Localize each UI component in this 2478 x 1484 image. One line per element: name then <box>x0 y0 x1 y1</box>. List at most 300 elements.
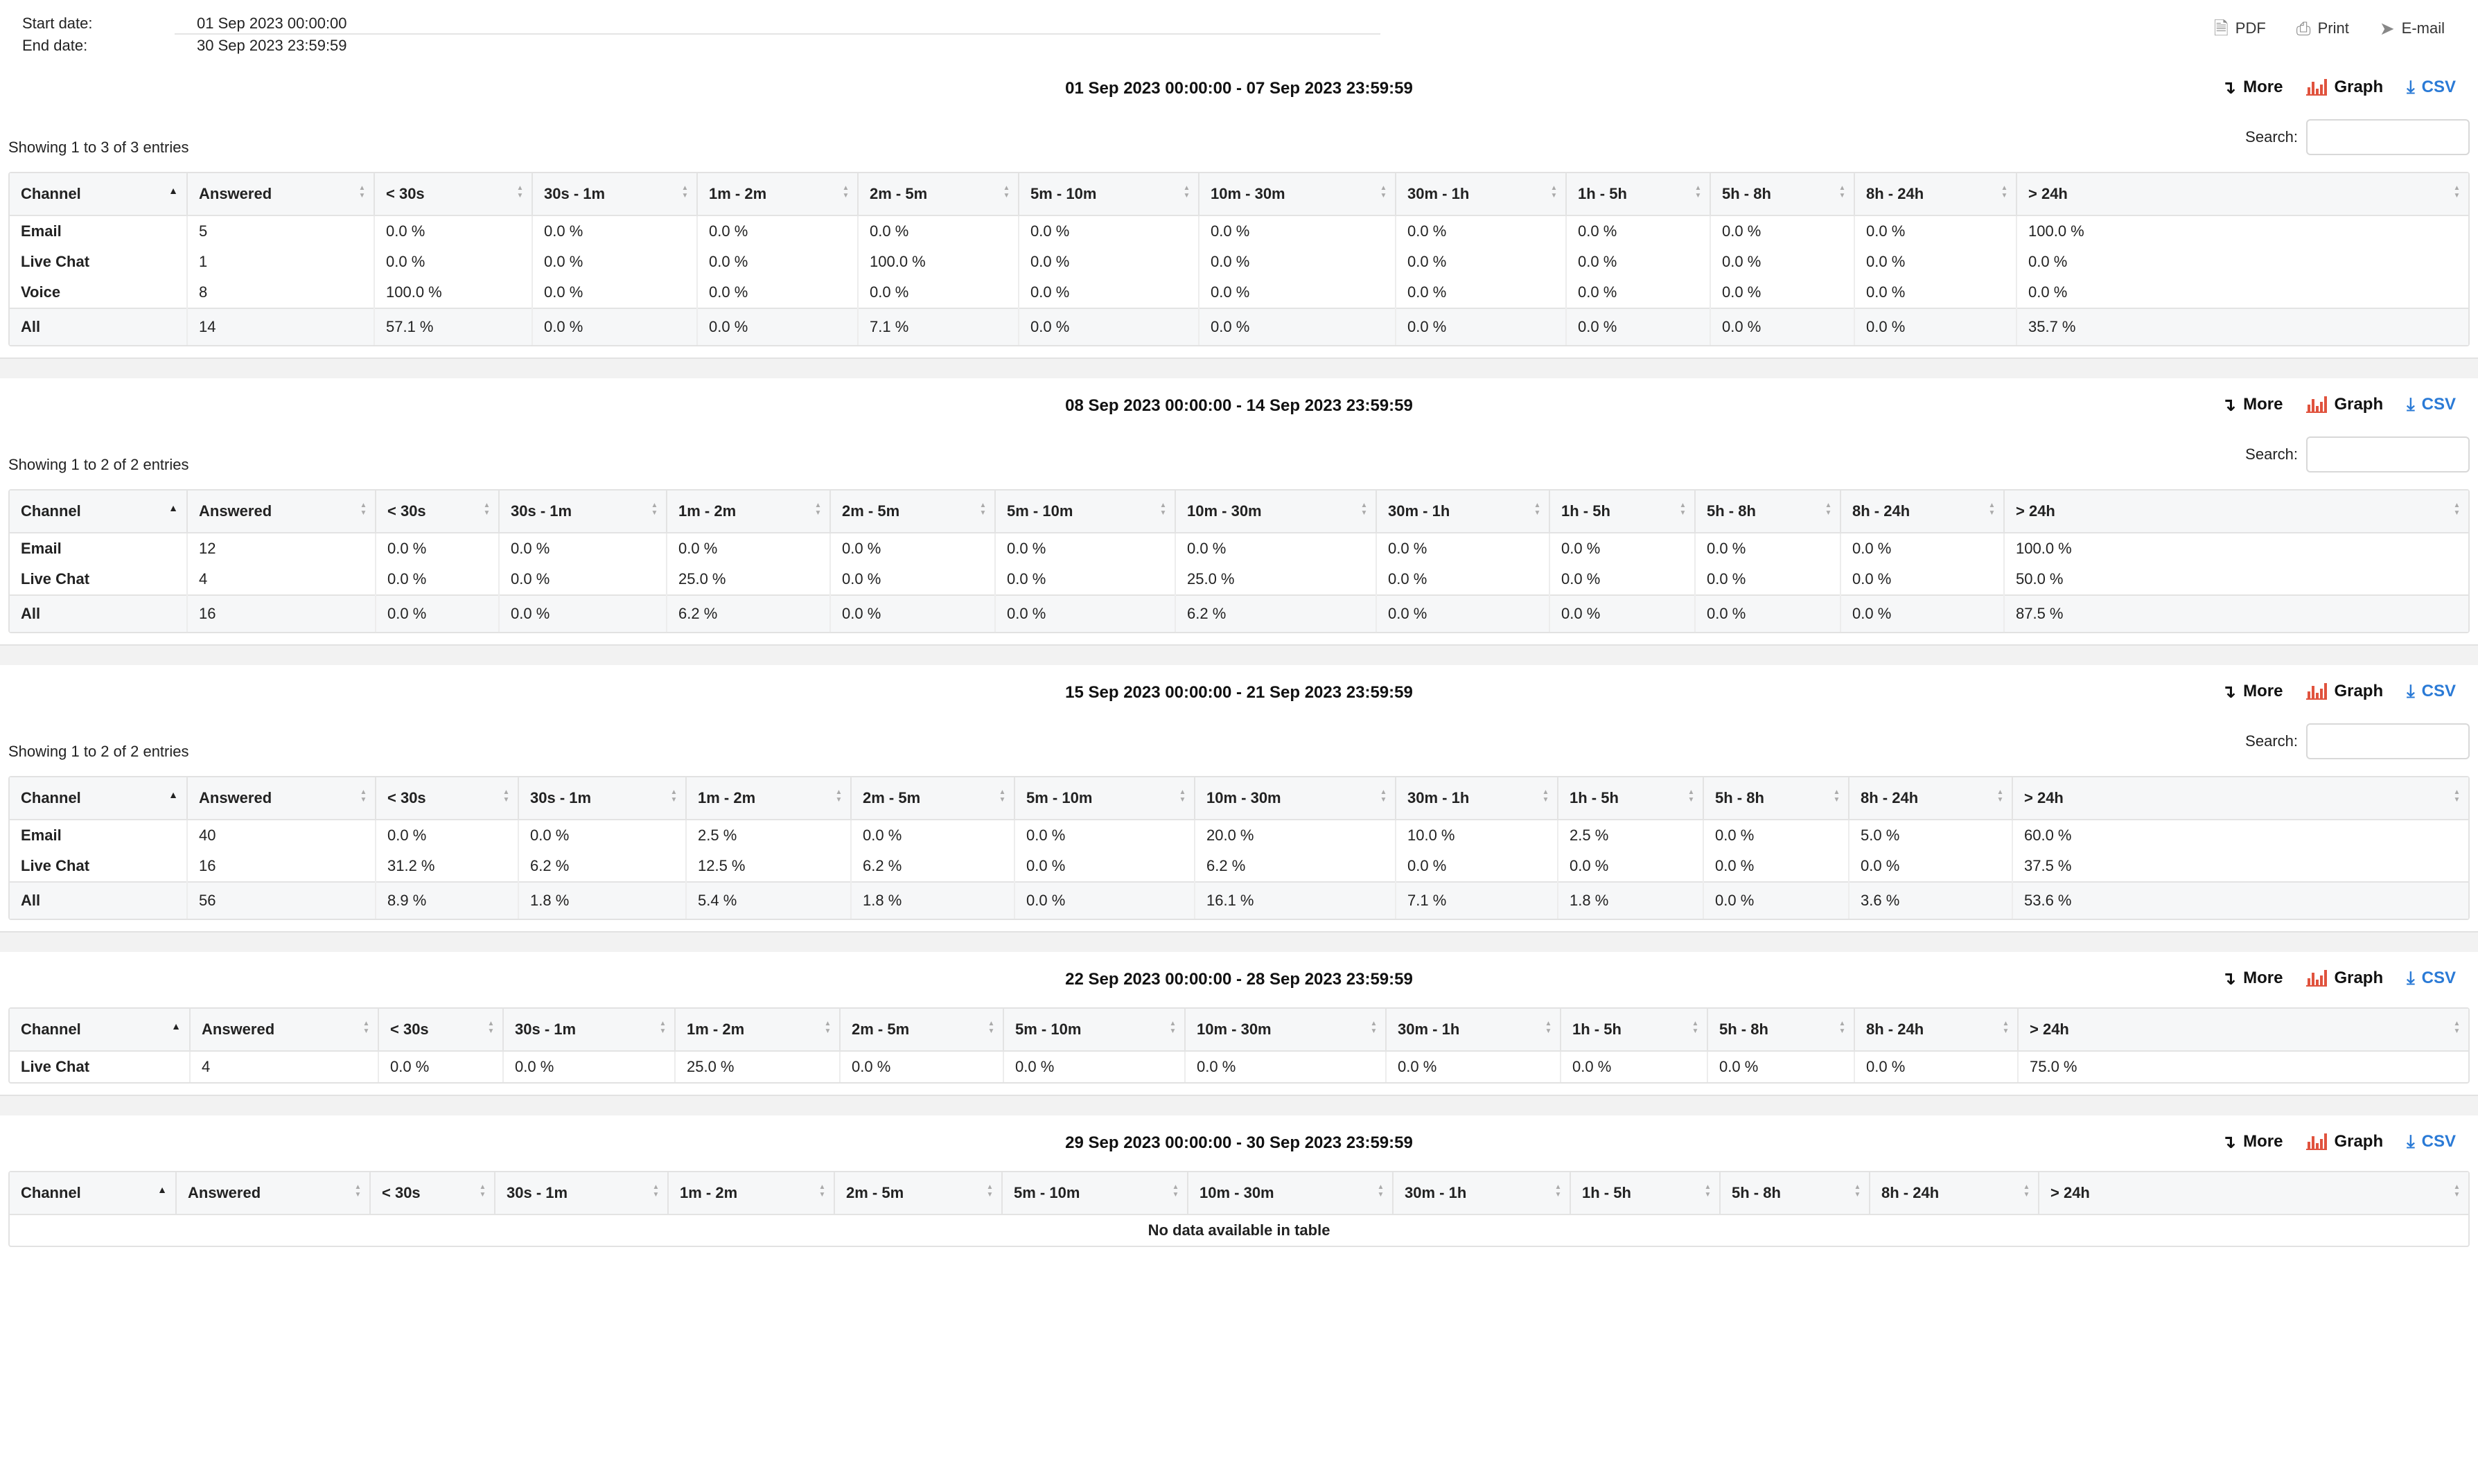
sort-icon: ▲▼ <box>2453 1020 2461 1035</box>
value-cell: 0.0 % <box>518 820 686 851</box>
column-header[interactable] <box>1002 1172 1188 1214</box>
column-header[interactable] <box>2012 777 2468 820</box>
more-arrow-icon: ↴ <box>2221 1131 2237 1152</box>
section-actions <box>2221 1131 2456 1153</box>
section-header <box>0 665 2478 721</box>
column-header[interactable] <box>10 777 187 820</box>
channel-cell: Voice <box>10 277 187 308</box>
value-cell: 0.0 % <box>851 820 1014 851</box>
column-header[interactable] <box>1570 1172 1720 1214</box>
value-cell: 0.0 % <box>1376 595 1549 632</box>
column-header-label: 5h - 8h <box>1722 185 1771 202</box>
csv-button[interactable] <box>2407 394 2456 416</box>
value-cell: 0.0 % <box>1019 215 1199 247</box>
column-header[interactable] <box>532 173 697 215</box>
sort-icon: ▲▼ <box>1691 1020 1699 1035</box>
value-cell: 0.0 % <box>532 277 697 308</box>
column-header[interactable] <box>1854 1009 2018 1051</box>
sort-icon: ▲▼ <box>1854 1183 1861 1199</box>
value-cell: 0.0 % <box>1703 882 1849 919</box>
value-cell: 0.0 % <box>1695 564 1840 595</box>
value-cell: 0.0 % <box>1549 595 1695 632</box>
column-header-label: 8h - 24h <box>1861 789 1919 806</box>
column-header-label: 5m - 10m <box>1007 502 1073 520</box>
search-box <box>2245 723 2470 759</box>
more-arrow-icon: ↴ <box>2221 680 2237 702</box>
sort-icon: ▲▼ <box>1838 1020 1846 1035</box>
sort-icon: ▲▼ <box>479 1183 486 1199</box>
graph-button[interactable] <box>2306 1131 2383 1153</box>
more-button[interactable] <box>2221 967 2283 989</box>
column-header[interactable] <box>1854 173 2016 215</box>
search-box <box>2245 436 2470 472</box>
column-header-label: 30s - 1m <box>544 185 606 202</box>
value-cell: 5 <box>187 215 374 247</box>
channel-cell: All <box>10 882 187 919</box>
sort-icon: ▲▼ <box>1169 1020 1177 1035</box>
column-header[interactable] <box>1396 173 1566 215</box>
total-row <box>10 595 2468 632</box>
graph-button[interactable] <box>2306 967 2383 989</box>
column-header-label: < 30s <box>387 502 426 520</box>
value-cell: 0.0 % <box>499 595 667 632</box>
column-header[interactable] <box>1558 777 1703 820</box>
section-actions <box>2221 76 2456 98</box>
section-actions <box>2221 967 2456 989</box>
column-header[interactable] <box>995 491 1175 533</box>
column-header-label: 2m - 5m <box>870 185 928 202</box>
value-cell: 0.0 % <box>1549 533 1695 564</box>
column-header-label: 5m - 10m <box>1014 1184 1080 1201</box>
value-cell: 6.2 % <box>851 851 1014 882</box>
graph-label: Graph <box>2334 969 2384 987</box>
sort-icon: ▲▼ <box>999 788 1006 804</box>
sort-icon: ▲▼ <box>1179 788 1186 804</box>
table-tools <box>0 721 2478 776</box>
graph-button[interactable] <box>2306 680 2383 703</box>
column-header-label: 10m - 30m <box>1200 1184 1274 1201</box>
value-cell: 0.0 % <box>667 533 830 564</box>
sort-icon: ▲▼ <box>2023 1183 2030 1199</box>
graph-button[interactable] <box>2306 76 2383 98</box>
value-cell: 16 <box>187 851 376 882</box>
column-header-label: Channel <box>21 1184 81 1201</box>
sort-icon: ▲▼ <box>659 1020 667 1035</box>
value-cell: 25.0 % <box>675 1051 840 1082</box>
column-header-label: 1m - 2m <box>687 1021 745 1038</box>
column-header-label: 10m - 30m <box>1197 1021 1272 1038</box>
column-header[interactable] <box>1386 1009 1561 1051</box>
date-divider <box>175 33 1380 35</box>
column-header-label: 8h - 24h <box>1881 1184 1940 1201</box>
table-tools <box>0 116 2478 172</box>
value-cell: 0.0 % <box>1376 564 1549 595</box>
bar-chart-icon <box>2306 970 2327 987</box>
column-header-label: 8h - 24h <box>1852 502 1910 520</box>
data-table-wrapper <box>8 1007 2470 1084</box>
value-cell: 56 <box>187 882 376 919</box>
total-row <box>10 882 2468 919</box>
graph-button[interactable] <box>2306 394 2383 416</box>
sort-icon: ▲▼ <box>1172 1183 1179 1199</box>
value-cell: 0.0 % <box>1019 308 1199 345</box>
start-date-label: Start date: <box>22 15 93 32</box>
sort-icon: ▲▼ <box>2453 1183 2461 1199</box>
column-header-label: 1m - 2m <box>680 1184 738 1201</box>
sort-icon: ▲▼ <box>2453 502 2461 517</box>
column-header[interactable] <box>1396 777 1558 820</box>
column-header[interactable] <box>1870 1172 2039 1214</box>
column-header-label: 8h - 24h <box>1866 185 1924 202</box>
sort-icon: ▲▼ <box>2002 1020 2010 1035</box>
entries-info: Showing 1 to 3 of 3 entries <box>8 139 189 156</box>
csv-button[interactable] <box>2407 76 2456 98</box>
more-button[interactable] <box>2221 680 2283 703</box>
value-cell: 0.0 % <box>2028 253 2068 270</box>
column-header[interactable] <box>518 777 686 820</box>
section-separator <box>0 931 2478 952</box>
sort-icon: ▲▼ <box>1183 184 1190 200</box>
value-cell: 4 <box>187 564 376 595</box>
column-header[interactable] <box>10 173 187 215</box>
column-header[interactable] <box>2016 173 2468 215</box>
column-header-label: Answered <box>188 1184 261 1201</box>
value-cell: 25.0 % <box>1175 564 1376 595</box>
column-header[interactable] <box>1695 491 1840 533</box>
table-row <box>10 277 2468 308</box>
column-header[interactable] <box>830 491 995 533</box>
sort-icon: ▲▼ <box>1370 1020 1378 1035</box>
sort-icon: ▲▼ <box>1996 788 2004 804</box>
sort-icon: ▲▼ <box>979 502 987 517</box>
column-header[interactable] <box>10 1009 190 1051</box>
header-row <box>10 491 2468 533</box>
column-header[interactable] <box>374 173 532 215</box>
column-header[interactable] <box>1703 777 1849 820</box>
section-actions <box>2221 680 2456 703</box>
column-header[interactable] <box>668 1172 834 1214</box>
column-header[interactable] <box>2018 1009 2468 1051</box>
bar-chart-icon <box>2306 396 2327 413</box>
table-tools <box>0 434 2478 489</box>
column-header-label: 30s - 1m <box>515 1021 577 1038</box>
sort-icon: ▲▼ <box>360 788 367 804</box>
channel-cell: Email <box>10 533 187 564</box>
value-cell: 37.5 % <box>2024 857 2072 874</box>
table-row <box>10 1214 2468 1246</box>
column-header[interactable] <box>1199 173 1396 215</box>
column-header[interactable] <box>686 777 851 820</box>
value-cell: 87.5 % <box>2004 595 2468 632</box>
sort-icon: ▲▼ <box>1554 1183 1562 1199</box>
pdf-label: PDF <box>2235 19 2266 37</box>
channel-cell: All <box>10 308 187 345</box>
download-icon: ⤓ <box>2407 76 2415 97</box>
value-cell: 16.1 % <box>1195 882 1396 919</box>
column-header[interactable] <box>834 1172 1002 1214</box>
column-header[interactable] <box>1566 173 1710 215</box>
column-header[interactable] <box>1175 491 1376 533</box>
graph-label: Graph <box>2334 78 2384 96</box>
value-cell: 0.0 % <box>1707 1051 1854 1082</box>
no-data-message: No data available in table <box>1148 1221 1330 1239</box>
column-header[interactable] <box>370 1172 495 1214</box>
column-header[interactable] <box>2004 491 2468 533</box>
column-header-label: < 30s <box>382 1184 421 1201</box>
value-cell: 0.0 % <box>697 215 858 247</box>
sort-asc-icon: ▲ <box>168 502 178 513</box>
column-header[interactable] <box>376 491 499 533</box>
sort-icon: ▲▼ <box>1679 502 1687 517</box>
value-cell: 0.0 % <box>532 215 697 247</box>
value-cell: 40 <box>187 820 376 851</box>
csv-button[interactable] <box>2407 1131 2456 1153</box>
value-cell: 35.7 % <box>2016 308 2468 345</box>
column-header[interactable] <box>1188 1172 1393 1214</box>
column-header[interactable] <box>1561 1009 1707 1051</box>
table-body <box>10 1051 2468 1082</box>
sort-asc-icon: ▲ <box>168 185 178 196</box>
table-body <box>10 533 2468 632</box>
column-header[interactable] <box>187 491 376 533</box>
value-cell: 0.0 % <box>1199 277 1396 308</box>
column-header[interactable] <box>1003 1009 1185 1051</box>
value-cell: 1.8 % <box>518 882 686 919</box>
value-cell: 0.0 % <box>1549 564 1695 595</box>
end-date-value: 30 Sep 2023 23:59:59 <box>197 37 347 54</box>
column-header[interactable] <box>378 1009 503 1051</box>
sort-asc-icon: ▲ <box>168 789 178 800</box>
column-header-label: 1h - 5h <box>1570 789 1619 806</box>
value-cell: 0.0 % <box>1396 308 1566 345</box>
column-header[interactable] <box>1393 1172 1570 1214</box>
data-table-wrapper <box>8 489 2470 633</box>
pdf-button[interactable] <box>2214 19 2266 37</box>
channel-cell: Live Chat <box>10 851 187 882</box>
section-separator <box>0 1095 2478 1115</box>
report-section <box>0 931 2478 1095</box>
entries-info: Showing 1 to 2 of 2 entries <box>8 456 189 473</box>
end-date-label: End date: <box>22 37 88 54</box>
csv-button[interactable] <box>2407 967 2456 989</box>
print-icon: ⎙ <box>2296 18 2311 39</box>
value-cell: 0.0 % <box>1396 215 1566 247</box>
value-cell: 0.0 % <box>1840 564 2004 595</box>
print-button[interactable] <box>2296 19 2349 37</box>
column-header[interactable] <box>675 1009 840 1051</box>
column-header-label: 30m - 1h <box>1398 1021 1460 1038</box>
csv-button[interactable] <box>2407 680 2456 703</box>
sort-icon: ▲▼ <box>1704 1183 1712 1199</box>
report-header <box>0 0 2478 61</box>
value-cell: 0.0 % <box>532 308 697 345</box>
value-cell: 0.0 % <box>1566 277 1710 308</box>
table-row <box>10 851 2468 882</box>
sort-icon: ▲▼ <box>814 502 822 517</box>
column-header[interactable] <box>187 173 374 215</box>
print-label: Print <box>2317 19 2349 37</box>
value-cell: 0.0 % <box>858 277 1019 308</box>
column-header-label: > 24h <box>2028 185 2068 202</box>
section-title: 01 Sep 2023 00:00:00 - 07 Sep 2023 23:59:59 <box>1065 79 1413 98</box>
table-row <box>10 533 2468 564</box>
value-cell: 0.0 % <box>1703 851 1849 882</box>
table-row <box>10 1051 2468 1082</box>
section-title: 29 Sep 2023 00:00:00 - 30 Sep 2023 23:59:59 <box>1065 1133 1413 1152</box>
value-cell: 0.0 % <box>840 1051 1003 1082</box>
column-header[interactable] <box>840 1009 1003 1051</box>
section-bottom <box>0 633 2478 644</box>
column-header[interactable] <box>1185 1009 1386 1051</box>
value-cell: 5.4 % <box>686 882 851 919</box>
column-header[interactable] <box>495 1172 668 1214</box>
download-icon: ⤓ <box>2407 680 2415 701</box>
pdf-icon: 🗎 <box>2213 18 2229 39</box>
more-arrow-icon: ↴ <box>2221 76 2237 98</box>
data-table <box>10 173 2468 345</box>
column-header-label: 30m - 1h <box>1405 1184 1467 1201</box>
section-actions <box>2221 394 2456 416</box>
value-cell: 0.0 % <box>1014 820 1195 851</box>
graph-label: Graph <box>2334 395 2384 414</box>
column-header[interactable] <box>667 491 830 533</box>
column-header[interactable] <box>1019 173 1199 215</box>
column-header[interactable] <box>10 1172 176 1214</box>
column-header-label: 1m - 2m <box>678 502 737 520</box>
column-header[interactable] <box>2039 1172 2468 1214</box>
data-table <box>10 1172 2468 1246</box>
more-button[interactable] <box>2221 1131 2283 1153</box>
value-cell: 50.0 % <box>2016 570 2064 588</box>
email-button[interactable] <box>2380 19 2445 37</box>
value-cell: 10.0 % <box>1396 820 1558 851</box>
column-header[interactable] <box>190 1009 378 1051</box>
column-header[interactable] <box>1014 777 1195 820</box>
value-cell: 0.0 % <box>1396 851 1558 882</box>
value-cell: 0.0 % <box>1695 533 1840 564</box>
export-actions <box>2214 19 2445 37</box>
header-row <box>10 777 2468 820</box>
column-header[interactable] <box>851 777 1014 820</box>
sort-icon: ▲▼ <box>1545 1020 1552 1035</box>
channel-cell: Live Chat <box>10 1051 190 1082</box>
value-cell: 4 <box>190 1051 378 1082</box>
section-title: 08 Sep 2023 00:00:00 - 14 Sep 2023 23:59:59 <box>1065 396 1413 415</box>
more-button[interactable] <box>2221 76 2283 98</box>
column-header[interactable] <box>187 777 376 820</box>
more-label: More <box>2243 78 2283 96</box>
value-cell: 0.0 % <box>374 247 532 277</box>
search-input[interactable] <box>2306 119 2470 155</box>
column-header[interactable] <box>1707 1009 1854 1051</box>
more-button[interactable] <box>2221 394 2283 416</box>
total-row <box>10 308 2468 345</box>
column-header[interactable] <box>697 173 858 215</box>
column-header-label: 30m - 1h <box>1388 502 1450 520</box>
value-cell: 0.0 % <box>374 215 532 247</box>
sort-icon: ▲▼ <box>824 1020 832 1035</box>
graph-label: Graph <box>2334 1132 2384 1151</box>
data-table <box>10 777 2468 919</box>
value-cell: 6.2 % <box>667 595 830 632</box>
column-header-label: 1h - 5h <box>1582 1184 1631 1201</box>
value-cell: 0.0 % <box>1703 820 1849 851</box>
value-cell: 0.0 % <box>1566 247 1710 277</box>
column-header-label: 30m - 1h <box>1407 789 1470 806</box>
sort-icon: ▲▼ <box>502 788 510 804</box>
value-cell: 0.0 % <box>1695 595 1840 632</box>
sort-icon: ▲▼ <box>1833 788 1840 804</box>
column-header[interactable] <box>10 491 187 533</box>
column-header[interactable] <box>1710 173 1854 215</box>
value-cell: 0.0 % <box>1854 1051 2018 1082</box>
value-cell: 20.0 % <box>1195 820 1396 851</box>
column-header-label: 1h - 5h <box>1572 1021 1622 1038</box>
value-cell: 0.0 % <box>1710 308 1854 345</box>
column-header-label: Answered <box>202 1021 275 1038</box>
column-header[interactable] <box>1849 777 2012 820</box>
column-header-label: 30s - 1m <box>507 1184 568 1201</box>
column-header-label: 30s - 1m <box>530 789 592 806</box>
value-cell: 0.0 % <box>1185 1051 1386 1082</box>
report-section <box>0 644 2478 931</box>
value-cell: 0.0 % <box>1386 1051 1561 1082</box>
column-header[interactable] <box>376 777 518 820</box>
column-header-label: 5h - 8h <box>1732 1184 1781 1201</box>
value-cell: 0.0 % <box>376 820 518 851</box>
search-input[interactable] <box>2306 436 2470 472</box>
section-header <box>0 61 2478 116</box>
column-header-label: 1m - 2m <box>709 185 767 202</box>
value-cell: 0.0 % <box>1854 247 2016 277</box>
column-header[interactable] <box>1195 777 1396 820</box>
value-cell: 2.5 % <box>1558 820 1703 851</box>
column-header-label: Answered <box>199 185 272 202</box>
report-sections <box>0 61 2478 1258</box>
column-header[interactable] <box>858 173 1019 215</box>
value-cell: 0.0 % <box>830 533 995 564</box>
report-section <box>0 357 2478 644</box>
sort-asc-icon: ▲ <box>171 1021 181 1032</box>
column-header[interactable] <box>499 491 667 533</box>
sort-icon: ▲▼ <box>1542 788 1549 804</box>
value-cell: 0.0 % <box>1854 277 2016 308</box>
more-arrow-icon: ↴ <box>2221 967 2237 989</box>
sort-icon: ▲▼ <box>1159 502 1167 517</box>
search-input[interactable] <box>2306 723 2470 759</box>
column-header-label: 30s - 1m <box>511 502 572 520</box>
column-header[interactable] <box>1376 491 1549 533</box>
value-cell: 0.0 % <box>1849 851 2012 882</box>
sort-icon: ▲▼ <box>1534 502 1541 517</box>
column-header[interactable] <box>1720 1172 1870 1214</box>
value-cell: 0.0 % <box>378 1051 503 1082</box>
sort-icon: ▲▼ <box>1360 502 1368 517</box>
column-header[interactable] <box>176 1172 370 1214</box>
email-label: E-mail <box>2401 19 2445 37</box>
column-header-label: 2m - 5m <box>852 1021 910 1038</box>
section-bottom <box>0 346 2478 357</box>
channel-cell: Email <box>10 215 187 247</box>
column-header[interactable] <box>503 1009 675 1051</box>
table-head <box>10 1172 2468 1214</box>
sort-icon: ▲▼ <box>1694 184 1702 200</box>
value-cell: 0.0 % <box>830 595 995 632</box>
column-header[interactable] <box>1840 491 2004 533</box>
value-cell: 0.0 % <box>995 564 1175 595</box>
column-header[interactable] <box>1549 491 1695 533</box>
more-label: More <box>2243 969 2283 987</box>
